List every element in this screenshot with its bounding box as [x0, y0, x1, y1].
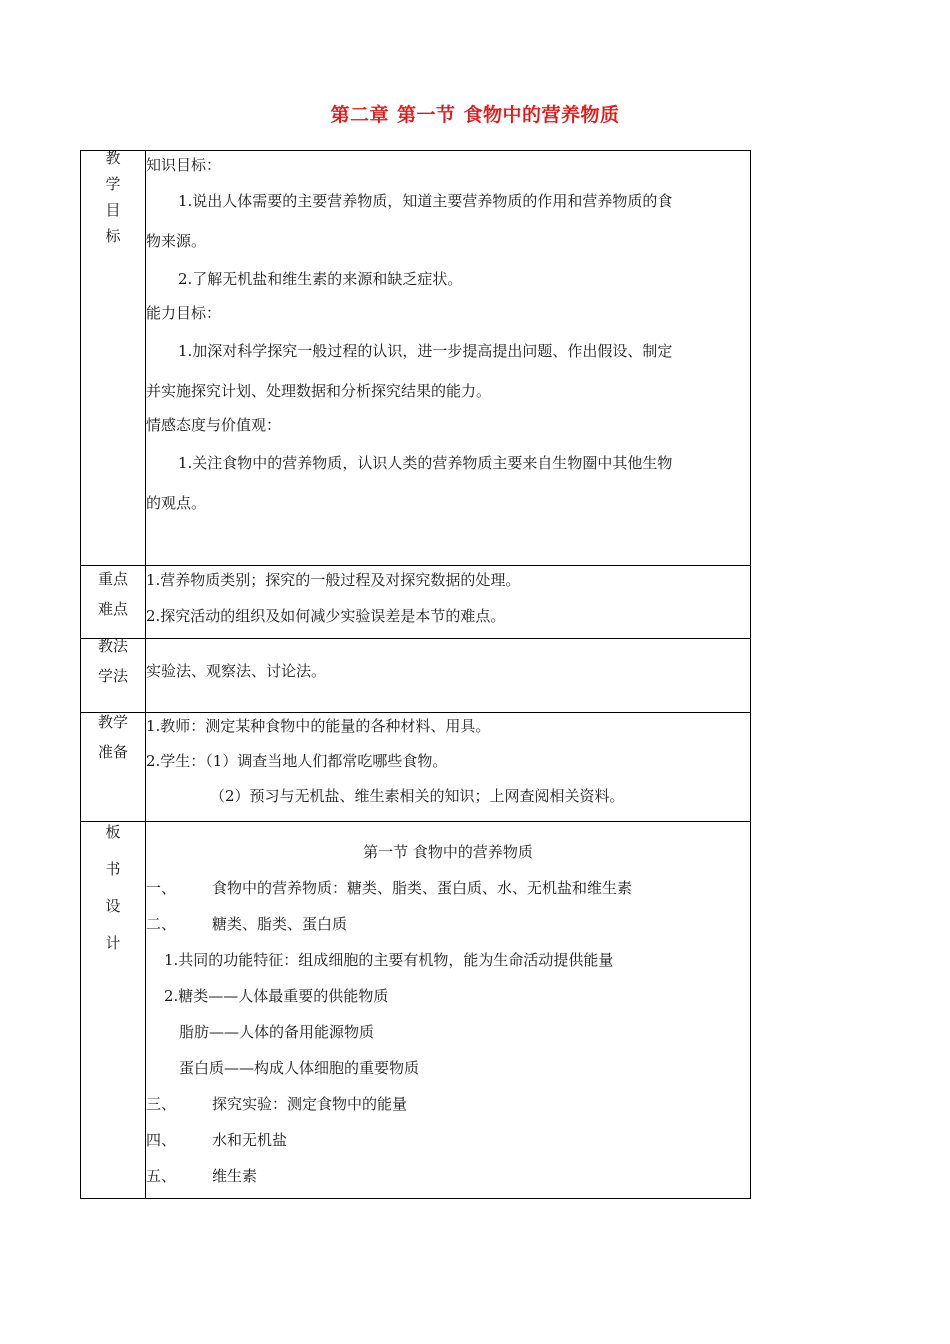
methods-text: 实验法、观察法、讨论法。 [146, 661, 327, 680]
section-number: 五、 [146, 1167, 177, 1185]
label-char: 板 [105, 823, 121, 841]
label-objectives [81, 151, 146, 566]
label-line: 教学 [97, 713, 128, 731]
board-heading: 第一节 食物中的营养物质 [363, 843, 533, 861]
prep-item-3: （2）预习与无机盐、维生素相关的知识；上网查阅相关资料。 [210, 787, 625, 805]
label-char: 计 [105, 934, 121, 952]
key-point-2: 2.探究活动的组织及如何减少实验误差是本节的难点。 [146, 607, 506, 625]
knowledge-item-1a: 1.说出人体需要的主要营养物质，知道主要营养物质的作用和营养物质的食 [178, 192, 673, 210]
label-char: 教 [105, 149, 121, 167]
ability-heading: 能力目标： [146, 304, 222, 322]
ability-item-1b: 并实施探究计划、处理数据和分析探究结果的能力。 [146, 382, 492, 400]
label-line: 难点 [97, 600, 128, 618]
label-char: 书 [105, 860, 121, 878]
emotion-item-1a: 1.关注食物中的营养物质，认识人类的营养物质主要来自生物圈中其他生物 [178, 454, 673, 472]
label-line: 教法 [97, 637, 128, 655]
label-key-points [81, 566, 146, 639]
label-line: 重点 [97, 570, 128, 588]
board-section-1 [146, 878, 750, 898]
row-board-design [81, 822, 751, 1199]
board-point-3: 脂肪——人体的备用能源物质 [179, 1023, 375, 1041]
board-point-1: 1.共同的功能特征：组成细胞的主要有机物，能为生命活动提供能量 [164, 951, 614, 969]
knowledge-item-2: 2.了解无机盐和维生素的来源和缺乏症状。 [178, 270, 463, 288]
emotion-item-1b: 的观点。 [146, 494, 207, 512]
preparation-content [146, 713, 751, 822]
label-char: 设 [105, 897, 121, 915]
label-char: 目 [105, 201, 121, 219]
emotion-heading: 情感态度与价值观： [146, 416, 282, 434]
section-number: 一、 [146, 879, 177, 897]
label-methods [81, 639, 146, 713]
row-key-points [81, 566, 751, 639]
board-point-4: 蛋白质——构成人体细胞的重要物质 [179, 1059, 420, 1077]
section-text: 探究实验：测定食物中的能量 [212, 1095, 408, 1113]
lesson-plan-table [80, 150, 751, 1199]
section-text: 维生素 [212, 1167, 258, 1185]
section-text: 糖类、脂类、蛋白质 [212, 915, 348, 933]
board-section-2 [146, 914, 750, 934]
label-line: 准备 [97, 743, 128, 761]
prep-item-1: 1.教师：测定某种食物中的能量的各种材料、用具。 [146, 717, 491, 735]
page-title [0, 100, 950, 127]
row-methods [81, 639, 751, 713]
label-char: 标 [105, 227, 121, 245]
section-number: 二、 [146, 915, 177, 933]
board-point-2: 2.糖类——人体最重要的供能物质 [164, 987, 389, 1005]
board-content [146, 822, 751, 1199]
objectives-content [146, 151, 751, 566]
methods-content [146, 639, 751, 713]
key-point-1: 1.营养物质类别；探究的一般过程及对探究数据的处理。 [146, 571, 521, 589]
title-chapter: 第二章 [330, 104, 389, 126]
section-number: 四、 [146, 1131, 177, 1149]
section-text: 水和无机盐 [212, 1131, 288, 1149]
knowledge-item-1b: 物来源。 [146, 232, 207, 250]
ability-item-1a: 1.加深对科学探究一般过程的认识，进一步提高提出问题、作出假设、制定 [178, 342, 673, 360]
label-char: 学 [105, 175, 121, 193]
prep-item-2: 2.学生：（1）调查当地人们都常吃哪些食物。 [146, 752, 448, 770]
board-section-4 [146, 1130, 750, 1150]
board-section-5 [146, 1166, 750, 1186]
title-section: 第一节 [396, 104, 456, 126]
section-number: 三、 [146, 1095, 177, 1113]
title-topic: 食物中的营养物质 [463, 104, 620, 126]
section-text: 食物中的营养物质：糖类、脂类、蛋白质、水、无机盐和维生素 [212, 879, 633, 897]
label-line: 学法 [97, 667, 128, 685]
row-objectives [81, 151, 751, 566]
label-preparation [81, 713, 146, 822]
board-section-3 [146, 1094, 750, 1114]
label-board-design [81, 822, 146, 1199]
row-preparation [81, 713, 751, 822]
knowledge-heading: 知识目标： [146, 156, 222, 174]
key-points-content [146, 566, 751, 639]
